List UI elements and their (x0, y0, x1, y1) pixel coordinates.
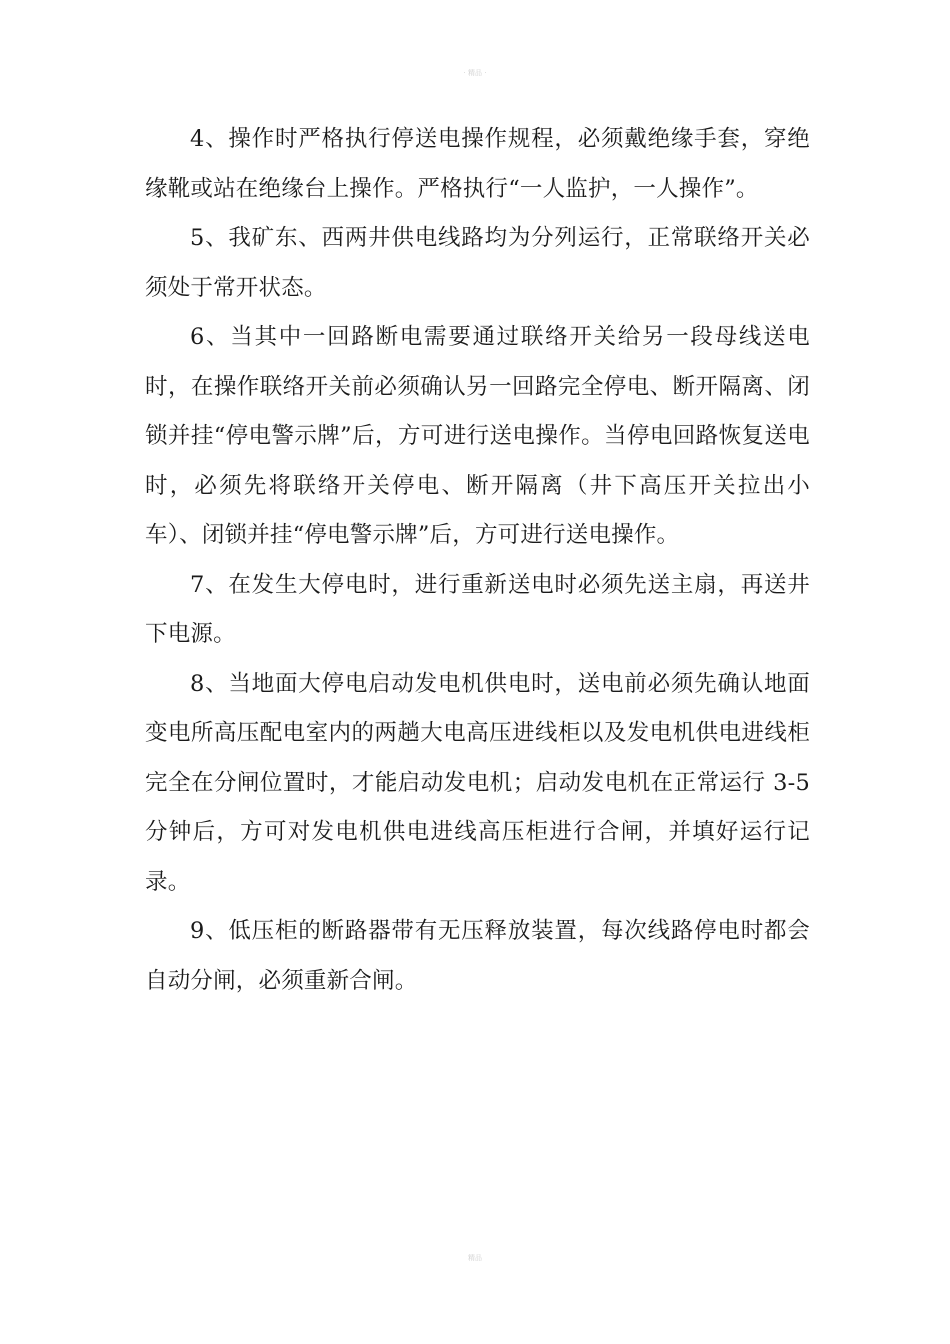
paragraph-item-6: 6、当其中一回路断电需要通过联络开关给另一段母线送电时，在操作联络开关前必须确认另一回路完全停电、断开隔离、闭锁并挂“停电警示牌”后，方可进行送电操作。当停电回路恢复送电时，必须先将联络开关停电、断开隔离（井下高压开关拉出小车）、闭锁并挂“停电警示牌”后，方可进行送电操作。 (145, 324, 810, 548)
paragraph-item-4: 4、操作时严格执行停送电操作规程，必须戴绝缘手套，穿绝缘靴或站在绝缘台上操作。严格执行“一人监护，一人操作”。 (145, 126, 810, 202)
footer-watermark: 精品 (468, 1254, 482, 1262)
paragraph-item-8: 8、当地面大停电启动发电机供电时，送电前必须先确认地面变电所高压配电室内的两趟大电高压进线柜以及发电机供电进线柜完全在分闸位置时，才能启动发电机；启动发电机在正常运行 3-5 分钟后，方可对发电机供电进线高压柜进行合闸，并填好运行记录。 (145, 670, 810, 895)
header-watermark: · 精品 · (463, 69, 487, 77)
paragraph-item-5: 5、我矿东、西两井供电线路均为分列运行，正常联络开关必须处于常开状态。 (145, 225, 810, 301)
paragraph-item-7: 7、在发生大停电时，进行重新送电时必须先送主扇，再送井下电源。 (145, 571, 810, 647)
document-body (145, 115, 810, 1006)
paragraph-item-9: 9、低压柜的断路器带有无压释放装置，每次线路停电时都会自动分闸，必须重新合闸。 (145, 918, 810, 994)
